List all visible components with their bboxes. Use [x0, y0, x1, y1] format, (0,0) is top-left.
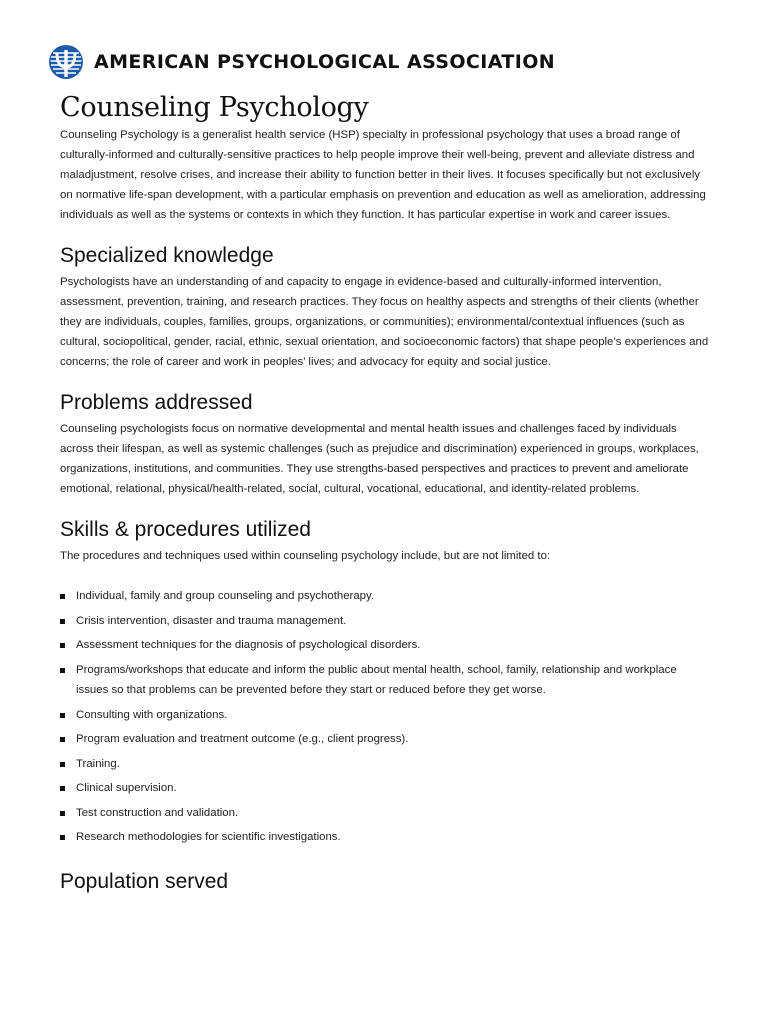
- list-item: Consulting with organizations.: [60, 705, 710, 726]
- list-item: Individual, family and group counseling and psychotherapy.: [60, 586, 710, 607]
- list-item: Training.: [60, 754, 710, 775]
- site-header: [48, 43, 555, 81]
- specialized-knowledge-section: [60, 244, 710, 372]
- skills-procedures-heading: Skills & procedures utilized: [60, 518, 311, 541]
- list-item: Research methodologies for scientific investigations.: [60, 827, 710, 848]
- problems-addressed-heading: Problems addressed: [60, 391, 253, 414]
- list-item: Assessment techniques for the diagnosis of psychological disorders.: [60, 635, 710, 656]
- intro-paragraph: Counseling Psychology is a generalist health service (HSP) specialty in professional psychology that uses a broad range of culturally-informed and culturally-sensitive practices to help people improve their well-being, prevent and alleviate distress and maladjustment, resolve crises, and increase their ability to function better in their lives. It focuses specifically but not exclusively on normative life-span development, with a particular emphasis on prevention and education as well as amelioration, addressing individuals as well as the systems or contexts in which they function. It has particular expertise in work and career issues.: [60, 129, 706, 221]
- skills-procedures-intro: The procedures and techniques used within counseling psychology include, but are not limited to:: [60, 550, 551, 562]
- population-served-section: [60, 870, 710, 894]
- main-content: [60, 92, 710, 898]
- page-title: Counseling Psychology: [60, 92, 369, 123]
- skills-list: [60, 586, 710, 848]
- list-item: Clinical supervision.: [60, 778, 710, 799]
- problems-addressed-text: Counseling psychologists focus on normative developmental and mental health issues and challenges faced by individuals across their lifespan, as well as systemic challenges (such as prejudice and discrimination) experienced in groups, workplaces, organizations, institutions, and communities. They use strengths-based perspectives and practices to prevent and ameliorate emotional, relational, physical/health-related, social, cultural, vocational, educational, and identity-related problems.: [60, 423, 699, 495]
- organization-name[interactable]: AMERICAN PSYCHOLOGICAL ASSOCIATION: [94, 51, 556, 73]
- specialized-knowledge-heading: Specialized knowledge: [60, 244, 274, 267]
- problems-addressed-section: [60, 391, 710, 499]
- specialized-knowledge-text: Psychologists have an understanding of and capacity to engage in evidence-based and culturally-informed intervention, assessment, prevention, training, and research practices. They focus on healthy aspects and strengths of their clients (whether they are individuals, couples, families, groups, organizations, or communities); environmental/contextual influences (such as cultural, sociopolitical, gender, racial, ethnic, sexual orientation, and socioeconomic factors) that shape people’s experiences and concerns; the role of career and work in peoples’ lives; and advocacy for equity and social justice.: [60, 276, 709, 368]
- list-item: Crisis intervention, disaster and trauma management.: [60, 611, 710, 632]
- skills-procedures-section: [60, 518, 710, 848]
- population-served-heading: Population served: [60, 869, 229, 893]
- list-item: Programs/workshops that educate and inform the public about mental health, school, family, relationship and workplace issues so that problems can be prevented before they start or reduced before they get worse.: [60, 660, 710, 701]
- apa-logo-icon[interactable]: [48, 44, 84, 80]
- list-item: Test construction and validation.: [60, 803, 710, 824]
- list-item: Program evaluation and treatment outcome (e.g., client progress).: [60, 729, 710, 750]
